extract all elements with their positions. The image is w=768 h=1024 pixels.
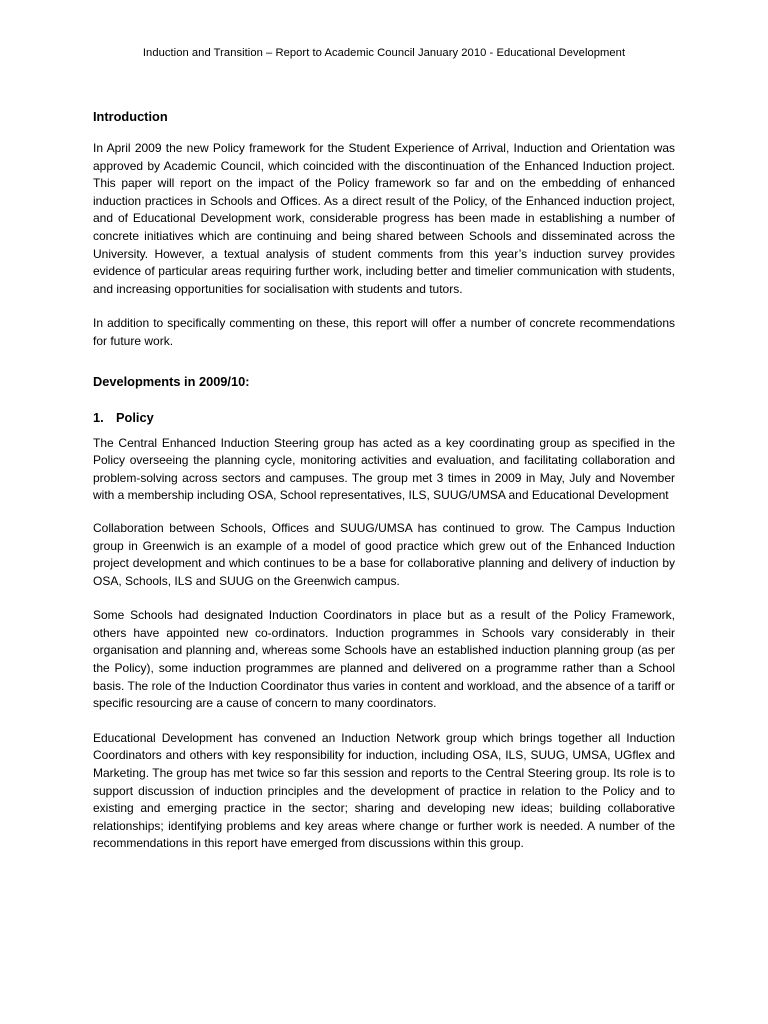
intro-paragraph-2: In addition to specifically commenting on these, this report will offer a number of concrete recommendations for future work. — [93, 316, 675, 348]
policy-paragraph-1: The Central Enhanced Induction Steering group has acted as a key coordinating group as specified in the Policy overseeing the planning cycle, monitoring activities and evaluation, and facilitating collaboration and problem-solving across sectors and campuses. The group met 3 times in 2009 in May, July and November with a membership including OSA, School representatives, ILS, SUUG/UMSA and Educational Development — [93, 435, 675, 503]
section-1-heading — [93, 409, 675, 427]
intro-paragraph-1: In April 2009 the new Policy framework for the Student Experience of Arrival, Induction and Orientation was approved by Academic Council, which coincided with the discontinuation of the Enhanced Induction project. This paper will report on the impact of the Policy framework so far and on the embedding of enhanced induction practices in Schools and Offices. As a direct result of the Policy, of the Enhanced induction project, and of Educational Development work, considerable progress has been made in establishing a number of concrete initiatives which are continuing and being shared between Schools and disseminated across the University. However, a textual analysis of student comments from this year’s induction survey provides evidence of particular areas requiring further work, including better and timelier communication with students, and increasing opportunities for socialisation with students and tutors. — [93, 141, 675, 296]
policy-paragraph-2: Collaboration between Schools, Offices and SUUG/UMSA has continued to grow. The Campus Induction group in Greenwich is an example of a model of good practice which grew out of the Enhanced Induction project development and which continues to be a base for collaborative planning and delivery of induction by OSA, Schools, ILS and SUUG on the Greenwich campus. — [93, 520, 675, 588]
policy-paragraph-4: Educational Development has convened an Induction Network group which brings together all Induction Coordinators and others with key responsibility for induction, including OSA, ILS, SUUG, UMSA, UGflex and Marketing. The group has met twice so far this session and reports to the Central Steering group. Its role is to support discussion of induction principles and the development of practice in relation to the Policy and to existing and emerging practice in the sector; sharing and developing new ideas; building collaborative relationships; identifying problems and key areas where change or further work is needed. A number of the recommendations in this report have emerged from discussions within this group. — [93, 730, 675, 851]
introduction-heading: Introduction — [93, 109, 168, 124]
developments-heading: Developments in 2009/10: — [93, 373, 250, 389]
running-header: Induction and Transition – Report to Academic Council January 2010 - Educational Development — [142, 47, 626, 59]
document-body — [93, 108, 675, 853]
policy-paragraph-3: Some Schools had designated Induction Coordinators in place but as a result of the Policy Framework, others have appointed new co-ordinators. Induction programmes in Schools vary considerably in their organisation and planning and, whereas some Schools have an established induction planning group (as per the Policy), some induction programmes are planned and delivered on a programme rather than a School basis. The role of the Induction Coordinator thus varies in content and workload, and the absence of a tariff or specific resourcing are a cause of concern to many coordinators. — [93, 608, 675, 711]
section-1-title: Policy — [116, 409, 154, 425]
section-1-number: 1. — [93, 409, 104, 425]
